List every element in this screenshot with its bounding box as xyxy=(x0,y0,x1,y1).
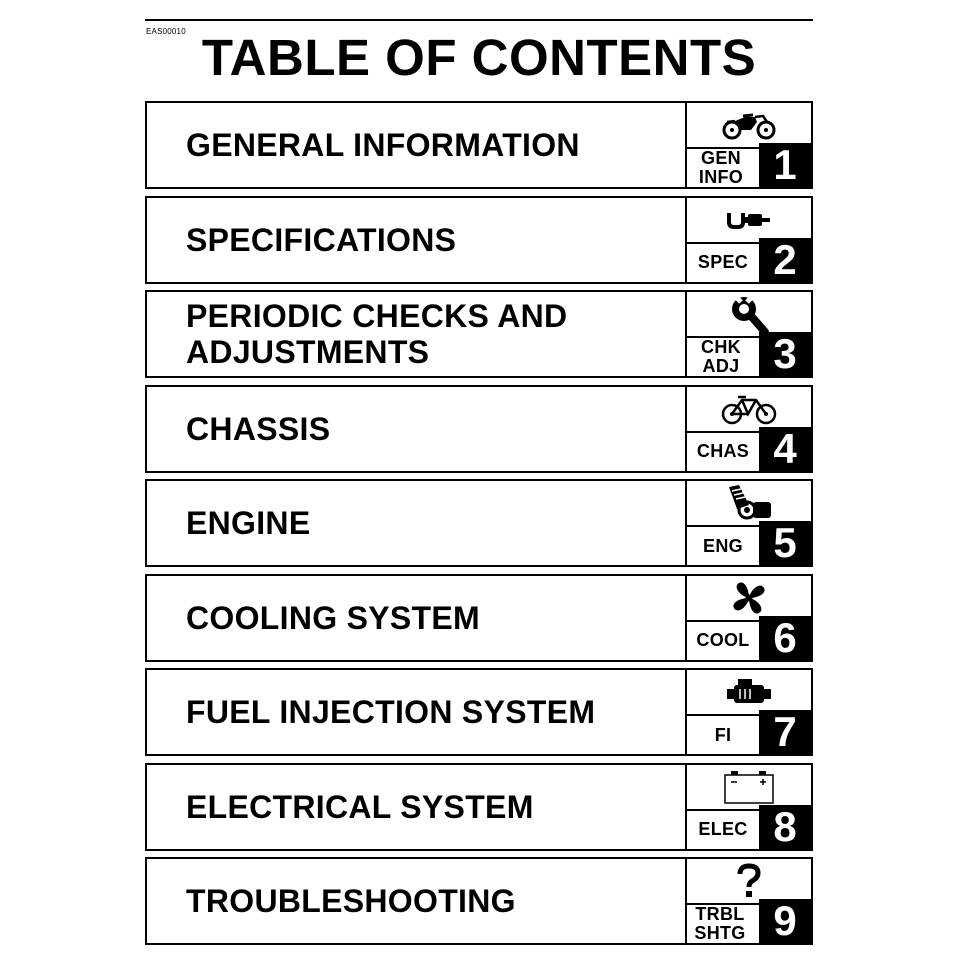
section-abbreviation: ENG xyxy=(703,535,743,556)
section-electrical-system[interactable] xyxy=(145,763,813,851)
section-tab[interactable] xyxy=(685,292,811,376)
page-title: TABLE OF CONTENTS xyxy=(201,29,757,86)
section-title: COOLING SYSTEM xyxy=(186,599,480,636)
section-periodic-checks-and-adjustments[interactable] xyxy=(145,290,813,378)
section-abbreviation: CHK ADJ xyxy=(701,337,741,376)
section-number: 2 xyxy=(759,238,811,282)
section-tab[interactable] xyxy=(685,670,811,754)
section-number: 9 xyxy=(759,899,811,943)
table-of-contents xyxy=(145,101,813,952)
section-abbreviation: TRBL SHTG xyxy=(694,904,746,943)
bicycle-chassis-icon xyxy=(687,387,811,431)
section-tab[interactable] xyxy=(685,859,811,943)
section-number: 6 xyxy=(759,616,811,660)
section-abbreviation: FI xyxy=(714,724,732,745)
section-abbreviation: SPEC xyxy=(697,252,749,272)
section-title: CHASSIS xyxy=(186,410,331,447)
section-troubleshooting[interactable] xyxy=(145,857,813,945)
section-number: 1 xyxy=(759,143,811,187)
section-tab[interactable] xyxy=(685,576,811,660)
section-abbreviation: COOL xyxy=(696,630,750,650)
section-tab[interactable] xyxy=(685,387,811,471)
section-number: 7 xyxy=(759,710,811,754)
section-title: SPECIFICATIONS xyxy=(186,221,457,258)
section-abbreviation: CHAS xyxy=(696,441,750,461)
section-tab[interactable] xyxy=(685,765,811,849)
section-number: 5 xyxy=(759,521,811,565)
section-title: FUEL INJECTION SYSTEM xyxy=(186,694,596,730)
battery-icon xyxy=(687,765,811,809)
section-number: 8 xyxy=(759,805,811,849)
section-abbreviation: ELEC xyxy=(698,819,748,839)
section-tab[interactable] xyxy=(685,198,811,282)
section-fuel-injection-system[interactable] xyxy=(145,668,813,756)
section-number: 4 xyxy=(759,427,811,471)
document-code: EAS00010 xyxy=(146,27,186,36)
section-cooling-system[interactable] xyxy=(145,574,813,662)
section-title: PERIODIC CHECKS AND ADJUSTMENTS xyxy=(186,298,568,370)
section-title: TROUBLESHOOTING xyxy=(186,883,516,919)
section-title: ELECTRICAL SYSTEM xyxy=(186,788,534,825)
section-chassis[interactable] xyxy=(145,385,813,473)
section-engine[interactable] xyxy=(145,479,813,567)
section-abbreviation: GEN INFO xyxy=(698,148,744,187)
section-general-information[interactable] xyxy=(145,101,813,189)
wrench-icon xyxy=(687,198,811,242)
section-specifications[interactable] xyxy=(145,196,813,284)
section-number: 3 xyxy=(759,332,811,376)
section-title: GENERAL INFORMATION xyxy=(186,127,580,163)
section-tab[interactable] xyxy=(685,103,811,187)
section-title: ENGINE xyxy=(186,505,311,541)
top-rule xyxy=(145,19,813,21)
section-tab[interactable] xyxy=(685,481,811,565)
fan-icon xyxy=(687,576,811,620)
